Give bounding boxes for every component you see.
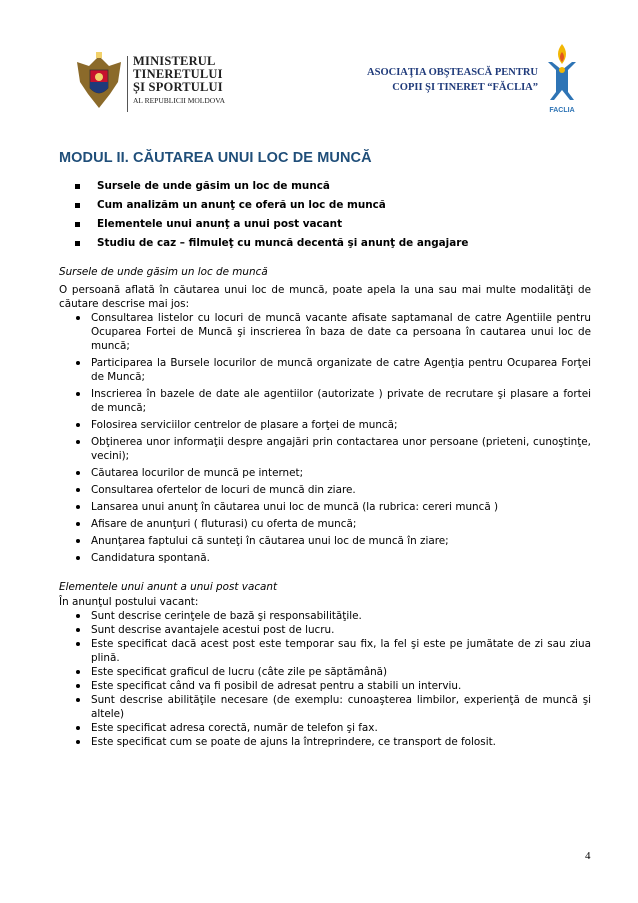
bullet-icon [76, 505, 80, 509]
summary-item: Sursele de unde găsim un loc de muncă [59, 177, 591, 196]
list-item: Este specificat când va fi posibil de adresat pentru a stabili un interviu. [59, 679, 591, 693]
square-bullet-icon [75, 241, 80, 246]
page-header [0, 0, 638, 135]
list-item: Participarea la Bursele locurilor de muncă organizate de catre Agenţia pentru Ocuparea Forţei de Muncă; [59, 356, 591, 384]
section1-title: Sursele de unde găsim un loc de muncă [59, 266, 268, 278]
bullet-icon [76, 642, 80, 646]
bullet-icon [76, 440, 80, 444]
bullet-icon [76, 522, 80, 526]
square-bullet-icon [75, 184, 80, 189]
bullet-icon [76, 628, 80, 632]
bullet-icon [76, 726, 80, 730]
list-item: Sunt descrise abilităţile necesare (de exemplu: cunoaşterea limbilor, experienţă de muncă şi altele) [59, 693, 591, 721]
bullet-icon [76, 316, 80, 320]
ministry-divider [127, 56, 128, 112]
module-summary-list [59, 177, 591, 253]
bullet-icon [76, 614, 80, 618]
section2-intro: În anunţul postului vacant: [59, 596, 199, 608]
list-item: Este specificat dacă acest post este temporar sau fix, la fel şi este pe jumătate de zi sau ziua plină. [59, 637, 591, 665]
association-line-1: ASOCIAŢIA OBŞTEASCĂ PENTRU [367, 67, 538, 78]
list-item: Căutarea locurilor de muncă pe internet; [59, 466, 591, 480]
bullet-icon [76, 392, 80, 396]
list-item: Consultarea ofertelor de locuri de muncă din ziare. [59, 483, 591, 497]
bullet-icon [76, 698, 80, 702]
list-item: Sunt descrise cerinţele de bază şi responsabilităţile. [59, 609, 591, 623]
list-item: Anunţarea faptului că sunteţi în căutarea unui loc de muncă în ziare; [59, 534, 591, 548]
section1-intro: O persoană aflată în căutarea unui loc de muncă, poate apela la una sau mai multe modalităţi de căutare descrise mai jos: [59, 284, 591, 310]
association-name [318, 65, 538, 95]
bullet-icon [76, 471, 80, 475]
list-item: Candidatura spontană. [59, 551, 591, 565]
bullet-icon [76, 684, 80, 688]
ministry-line-3: ȘI SPORTULUI [133, 80, 223, 94]
svg-text:FACLIA: FACLIA [549, 107, 575, 114]
module-title: MODUL II. CĂUTAREA UNUI LOC DE MUNCĂ [59, 150, 372, 166]
bullet-icon [76, 539, 80, 543]
page-number: 4 [585, 850, 591, 862]
summary-item: Studiu de caz – filmuleţ cu muncă decentă şi anunţ de angajare [59, 234, 591, 253]
coat-of-arms-icon [74, 52, 124, 112]
section2-title: Elementele unui anunt a unui post vacant [59, 581, 278, 593]
association-line-2: COPII ŞI TINERET “FĂCLIA” [392, 82, 538, 93]
square-bullet-icon [75, 222, 80, 227]
bullet-icon [76, 488, 80, 492]
ministry-line-1: MINISTERUL [133, 54, 216, 68]
bullet-icon [76, 556, 80, 560]
square-bullet-icon [75, 203, 80, 208]
page-content [59, 150, 591, 749]
bullet-icon [76, 740, 80, 744]
section2-list [59, 609, 591, 749]
ministry-line-4: AL REPUBLICII MOLDOVA [133, 96, 226, 105]
list-item: Sunt descrise avantajele acestui post de lucru. [59, 623, 591, 637]
bullet-icon [76, 670, 80, 674]
list-item: Este specificat cum se poate de ajuns la întreprindere, ce transport de folosit. [59, 735, 591, 749]
list-item: Lansarea unui anunţ în căutarea unui loc de muncă (la rubrica: cereri muncă ) [59, 500, 591, 514]
bullet-icon [76, 423, 80, 427]
section1-list [59, 311, 591, 565]
list-item: Folosirea serviciilor centrelor de plasare a forţei de muncă; [59, 418, 591, 432]
bullet-icon [76, 361, 80, 365]
list-item: Este specificat graficul de lucru (câte zile pe săptămână) [59, 665, 591, 679]
faclia-logo-icon [544, 40, 580, 118]
summary-item: Elementele unui anunţ a unui post vacant [59, 215, 591, 234]
list-item: Obţinerea unor informaţii despre angajări prin contactarea unor persoane (prieteni, cunoştinţe, vecini); [59, 435, 591, 463]
ministry-logo-text [133, 55, 253, 106]
list-item: Consultarea listelor cu locuri de muncă vacante afisate saptamanal de catre Agentiile pentru Ocuparea Fortei de Muncă şi inscrierea în baza de date ca persoana în cautarea unui loc de muncă; [59, 311, 591, 353]
list-item: Afisare de anunţuri ( fluturasi) cu oferta de muncă; [59, 517, 591, 531]
ministry-line-2: TINERETULUI [133, 67, 223, 81]
list-item: Este specificat adresa corectă, număr de telefon şi fax. [59, 721, 591, 735]
summary-item: Cum analizăm un anunţ ce oferă un loc de muncă [59, 196, 591, 215]
list-item: Inscrierea în bazele de date ale agentiilor (autorizate ) private de recrutare şi plasare a fortei de muncă; [59, 387, 591, 415]
